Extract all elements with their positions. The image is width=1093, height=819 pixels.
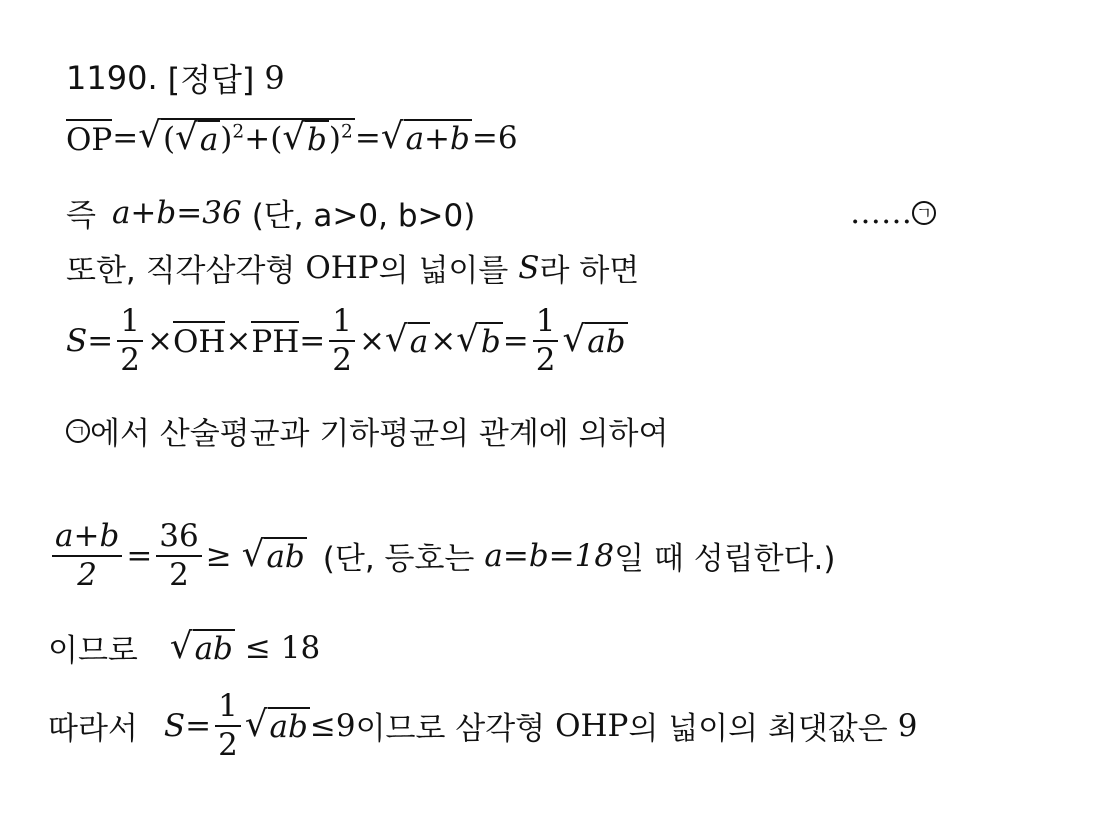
problem-number: 1190. <box>66 59 158 97</box>
segment-op: OP <box>66 119 112 158</box>
conclusion: 따라서 S = $\frac{1}{2}$ √ ab ≤9 이므로 삼각형 OHP 의 넓이의 최댓값은 9 <box>48 688 918 763</box>
reference-mark: ㄱ <box>912 201 936 225</box>
area-formula: S = $\frac{1}{2}$ × OH × PH = $\frac{1}{2}$ × √ a × √ b = $\frac{1}{2}$ √ ab <box>66 303 626 378</box>
area-symbol: S <box>518 249 540 286</box>
am-gm-inequality: $\frac{a+b}{2}$ = $\frac{36}{2}$ ≥ √ ab (단, 등호는 a=b=18 일 때 성립한다.) <box>48 520 835 591</box>
sum-condition <box>66 190 936 235</box>
am-gm-intro: ㄱ 에서 산술평균과 기하평균의 관계에 의하여 <box>66 408 668 453</box>
reference-mark: ㄱ <box>66 419 90 443</box>
segment-oh: OH <box>173 321 225 360</box>
triangle-name: OHP <box>305 249 379 286</box>
segment-ph: PH <box>251 321 299 360</box>
answer-value: 9 <box>264 59 285 97</box>
sum-equation: a+b=36 <box>111 194 242 231</box>
max-value: 9 <box>897 707 918 744</box>
op-length-equation: OP = √ ( √ a )$^2$+( √ b )$^2$ = √ a+b =6 <box>66 115 518 158</box>
op-result: =6 <box>471 120 518 156</box>
sqrt-bound: 이므로 √ ab ≤ 18 <box>48 625 321 669</box>
answer-label: [정답] <box>167 61 255 99</box>
triangle-name: OHP <box>555 707 629 744</box>
reference-dots: …… <box>850 194 912 231</box>
area-intro: 또한, 직각삼각형 OHP 의 넓이를 S 라 하면 <box>66 249 640 289</box>
problem-header <box>66 55 285 101</box>
prefix: 즉 <box>66 198 96 234</box>
positivity-condition: (단, a>0, b>0) <box>251 198 476 234</box>
outer-sqrt: √ ( √ a )$^2$+( √ b )$^2$ <box>138 115 353 158</box>
sum-sqrt: √ a+b <box>380 116 470 157</box>
